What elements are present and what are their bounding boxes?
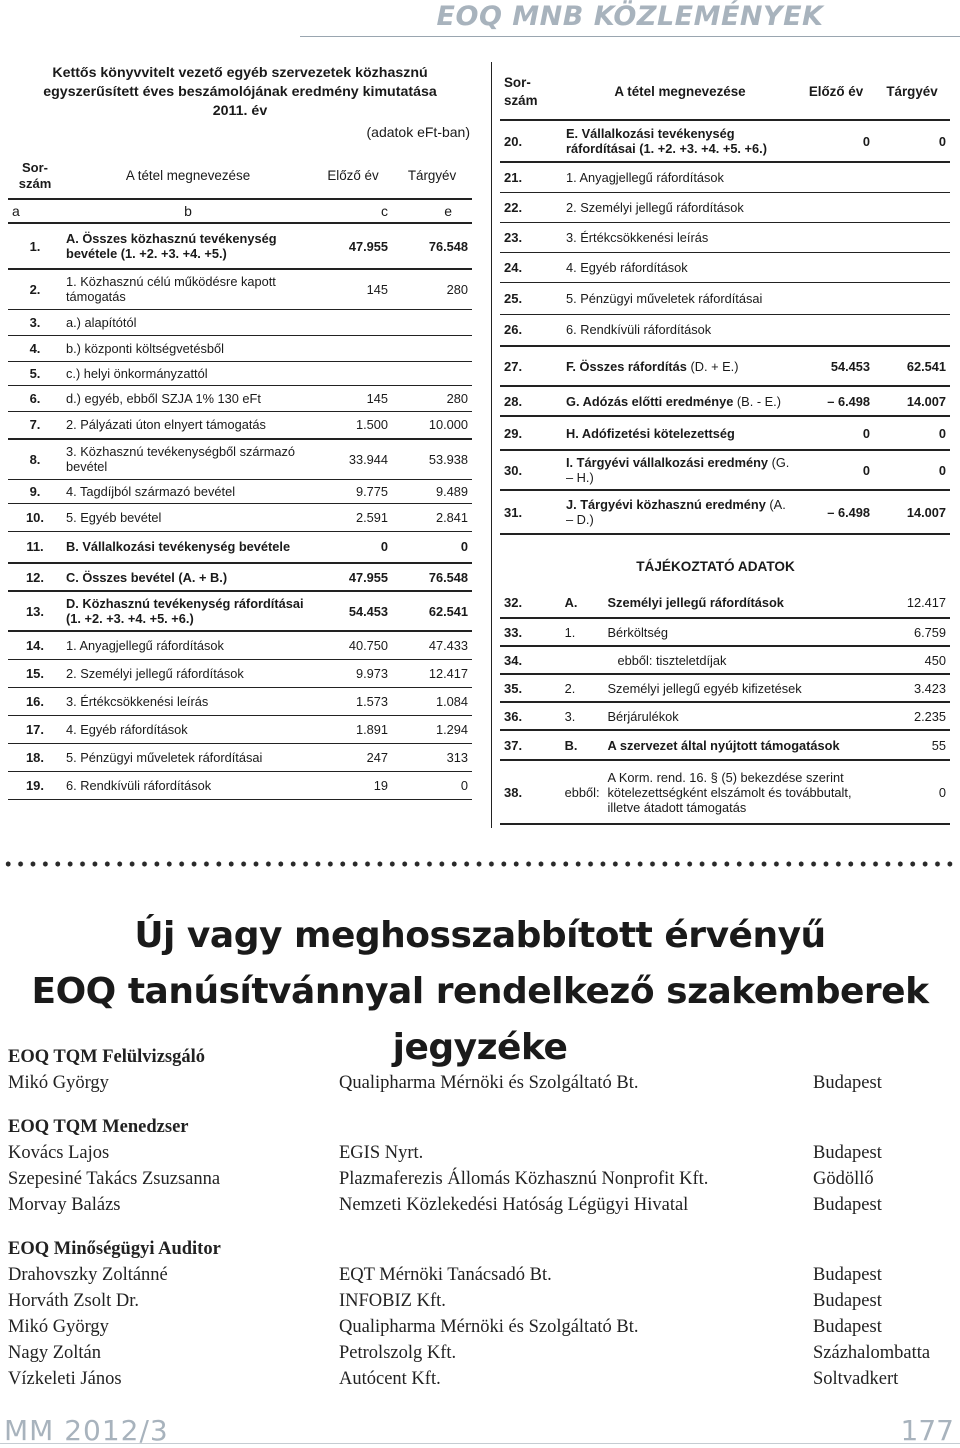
table-row	[8, 715, 472, 743]
group-gap	[8, 1218, 958, 1236]
item-name: Bérjárulékok	[604, 702, 876, 730]
info-section-title: TÁJÉKOZTATÓ ADATOK	[636, 559, 795, 574]
current-year-value: 9.489	[392, 479, 472, 503]
current-year-value: 0	[392, 771, 472, 799]
item-name: B. Vállalkozási tevékenység bevétele	[62, 531, 314, 563]
previous-year-value	[314, 361, 392, 385]
row-number: 15.	[8, 659, 62, 687]
value: 55	[875, 730, 950, 760]
row-number: 16.	[8, 687, 62, 715]
table-row	[8, 411, 472, 439]
row-number: 1.	[8, 223, 62, 269]
row-number: 2.	[8, 269, 62, 309]
table-row	[8, 269, 472, 309]
info-data-table	[500, 588, 950, 825]
previous-year-value: 9.973	[314, 659, 392, 687]
value: 3.423	[875, 674, 950, 702]
current-year-value: 0	[392, 531, 472, 563]
previous-year-value: – 6.498	[798, 386, 874, 416]
header-current-year: Tárgyév	[874, 64, 950, 120]
letter-b: b	[62, 199, 314, 223]
previous-year-value: 9.775	[314, 479, 392, 503]
row-number: 27.	[500, 346, 562, 386]
row-number: 9.	[8, 479, 62, 503]
row-number: 4.	[8, 335, 62, 361]
item-name: 2. Személyi jellegű ráfordítások	[562, 192, 798, 222]
previous-year-value: 54.453	[314, 591, 392, 631]
table-row	[8, 631, 472, 659]
header-previous-year: Előző év	[798, 64, 874, 120]
table-row	[8, 743, 472, 771]
certification-group-title: EOQ TQM Menedzser	[8, 1117, 189, 1137]
item-marker: A.	[561, 588, 604, 618]
previous-year-value: 2.591	[314, 503, 392, 531]
item-name: 6. Rendkívüli ráfordítások	[62, 771, 314, 799]
expert-city: Soltvadkert	[813, 1369, 899, 1389]
table-row	[500, 386, 950, 416]
row-number: 6.	[8, 385, 62, 411]
expert-city: Budapest	[813, 1317, 882, 1337]
table-row	[500, 730, 950, 760]
current-year-value: 0	[874, 450, 950, 490]
table-row	[8, 479, 472, 503]
row-number: 13.	[8, 591, 62, 631]
current-year-value: 62.541	[392, 591, 472, 631]
current-year-value	[874, 162, 950, 192]
left-table-title: Kettős könyvvitelt vezető egyéb szervezetek közhasznú egyszerűsített éves beszámolójának eredmény kimutatása 2011. év	[43, 65, 437, 119]
expert-city: Százhalombatta	[813, 1343, 931, 1363]
expert-row	[8, 1192, 958, 1218]
item-name	[562, 386, 798, 416]
current-year-value	[874, 192, 950, 222]
item-name-bold: J. Tárgyévi közhasznú eredmény	[566, 497, 766, 512]
item-name-formula: (A. – D.)	[566, 497, 786, 527]
item-name-bold: H. Adófizetési kötelezettség	[566, 425, 735, 441]
current-year-value: 280	[392, 269, 472, 309]
expert-city: Budapest	[813, 1073, 882, 1093]
header-previous-year: Előző év	[314, 153, 392, 199]
expert-row	[8, 1070, 958, 1096]
previous-year-value	[798, 222, 874, 252]
previous-year-value	[798, 162, 874, 192]
current-year-value: 12.417	[392, 659, 472, 687]
previous-year-value: 1.891	[314, 715, 392, 743]
item-marker: 1.	[561, 618, 604, 646]
current-year-value: 1.084	[392, 687, 472, 715]
current-year-value: 14.007	[874, 386, 950, 416]
row-number: 35.	[500, 674, 561, 702]
table-row	[500, 192, 950, 222]
header-current-year: Tárgyév	[392, 153, 472, 199]
table-row	[500, 416, 950, 450]
item-name: C. Összes bevétel (A. + B.)	[62, 563, 314, 591]
current-year-value: 0	[874, 416, 950, 450]
expert-organization: EQT Mérnöki Tanácsadó Bt.	[339, 1265, 552, 1285]
expert-name: Vízkeleti János	[8, 1369, 122, 1389]
previous-year-value: 145	[314, 269, 392, 309]
item-name: a.) alapítótól	[62, 309, 314, 335]
row-number: 22.	[500, 192, 562, 222]
row-number: 12.	[8, 563, 62, 591]
article-title: Új vagy meghosszabbított érvényű EOQ tanúsítvánnyal rendelkező szakemberek jegyzéke	[31, 915, 929, 1068]
current-year-value: 0	[874, 120, 950, 162]
table-row	[8, 439, 472, 479]
item-name: b.) központi költségvetésből	[62, 335, 314, 361]
value: 0	[875, 760, 950, 824]
row-number: 5.	[8, 361, 62, 385]
current-year-value: 76.548	[392, 563, 472, 591]
current-year-value: 47.433	[392, 631, 472, 659]
row-number: 37.	[500, 730, 561, 760]
row-number: 34.	[500, 646, 561, 674]
expert-organization: INFOBIZ Kft.	[339, 1291, 446, 1311]
previous-year-value	[798, 314, 874, 346]
expert-row	[8, 1366, 958, 1392]
dotted-separator	[2, 860, 958, 868]
table-row	[500, 346, 950, 386]
row-number: 29.	[500, 416, 562, 450]
current-year-value: 313	[392, 743, 472, 771]
expert-name: Drahovszky Zoltánné	[8, 1265, 168, 1285]
item-name-formula: (B. - E.)	[733, 393, 781, 409]
table-row	[500, 618, 950, 646]
expert-city: Gödöllő	[813, 1169, 874, 1189]
table-row	[8, 687, 472, 715]
expert-name: Morvay Balázs	[8, 1195, 121, 1215]
item-name	[562, 450, 798, 490]
current-year-value	[392, 335, 472, 361]
item-name: 4. Egyéb ráfordítások	[562, 252, 798, 282]
item-name: 3. Értékcsökkenési leírás	[62, 687, 314, 715]
previous-year-value: 47.955	[314, 563, 392, 591]
table-row	[8, 223, 472, 269]
current-year-value: 53.938	[392, 439, 472, 479]
row-number: 24.	[500, 252, 562, 282]
expert-city: Budapest	[813, 1195, 882, 1215]
value: 12.417	[875, 588, 950, 618]
row-number: 23.	[500, 222, 562, 252]
current-year-value: 10.000	[392, 411, 472, 439]
current-year-value	[874, 282, 950, 314]
previous-year-value: 1.573	[314, 687, 392, 715]
item-name: E. Vállalkozási tevékenység ráfordításai (1. +2. +3. +4. +5. +6.)	[562, 120, 798, 162]
table-row	[500, 162, 950, 192]
expert-city: Budapest	[813, 1265, 882, 1285]
expert-organization: Petrolszolg Kft.	[339, 1343, 457, 1363]
footer-rule	[0, 1443, 960, 1444]
item-name: 5. Pénzügyi műveletek ráfordításai	[562, 282, 798, 314]
letter-a: a	[8, 199, 62, 223]
certification-group-title: EOQ TQM Felülvizsgáló	[8, 1047, 205, 1067]
previous-year-value: 47.955	[314, 223, 392, 269]
table-row	[8, 531, 472, 563]
previous-year-value: 247	[314, 743, 392, 771]
table-row	[8, 385, 472, 411]
table-row	[8, 335, 472, 361]
current-year-value: 2.841	[392, 503, 472, 531]
item-name: 5. Egyéb bevétel	[62, 503, 314, 531]
item-name-bold: G. Adózás előtti eredménye	[566, 393, 734, 409]
item-marker: B.	[561, 730, 604, 760]
row-number: 20.	[500, 120, 562, 162]
item-name: 6. Rendkívüli ráfordítások	[562, 314, 798, 346]
table-row	[500, 282, 950, 314]
table-row	[500, 222, 950, 252]
item-name: Bérköltség	[604, 618, 876, 646]
expert-organization: EGIS Nyrt.	[339, 1143, 424, 1163]
row-number: 28.	[500, 386, 562, 416]
table-row	[500, 120, 950, 162]
expert-city: Budapest	[813, 1143, 882, 1163]
previous-year-value: 0	[798, 450, 874, 490]
item-marker	[561, 646, 604, 674]
previous-year-value: 0	[798, 416, 874, 450]
current-year-value	[874, 252, 950, 282]
expert-row	[8, 1288, 958, 1314]
item-name: Személyi jellegű ráfordítások	[604, 588, 876, 618]
table-row	[500, 646, 950, 674]
table-row	[8, 563, 472, 591]
item-name: ebből: tiszteletdíjak	[604, 646, 876, 674]
previous-year-value: 19	[314, 771, 392, 799]
expert-organization: Qualipharma Mérnöki és Szolgáltató Bt.	[339, 1317, 639, 1337]
column-divider	[491, 62, 492, 828]
expert-name: Horváth Zsolt Dr.	[8, 1291, 140, 1311]
previous-year-value: 40.750	[314, 631, 392, 659]
letter-e: e	[392, 199, 472, 223]
item-name: A Korm. rend. 16. § (5) bekezdése szerint kötelezettségként elszámolt és továbbutalt, illetve átadott támogatás	[604, 760, 876, 824]
item-name: 2. Pályázati úton elnyert támogatás	[62, 411, 314, 439]
current-year-value	[392, 309, 472, 335]
table-row	[500, 760, 950, 824]
item-name: 4. Tagdíjból származó bevétel	[62, 479, 314, 503]
header-item-name: A tétel megnevezése	[62, 153, 314, 199]
row-number: 21.	[500, 162, 562, 192]
item-name: 1. Közhasznú célú működésre kapott támogatás	[62, 269, 314, 309]
row-number: 19.	[8, 771, 62, 799]
item-name: A. Összes közhasznú tevékenység bevétele (1. +2. +3. +4. +5.)	[62, 223, 314, 269]
table-row	[500, 314, 950, 346]
item-name	[562, 490, 798, 534]
issue-label: MM 2012/3	[4, 1414, 169, 1447]
item-name: 5. Pénzügyi műveletek ráfordításai	[62, 743, 314, 771]
row-number: 18.	[8, 743, 62, 771]
row-number: 10.	[8, 503, 62, 531]
units-note: (adatok eFt-ban)	[366, 124, 470, 140]
previous-year-value: 145	[314, 385, 392, 411]
current-year-value: 14.007	[874, 490, 950, 534]
table-row	[8, 771, 472, 799]
item-marker: 3.	[561, 702, 604, 730]
value: 2.235	[875, 702, 950, 730]
income-statement-table-left	[8, 153, 472, 800]
table-row	[500, 450, 950, 490]
expert-list	[8, 1044, 958, 1392]
row-number: 33.	[500, 618, 561, 646]
current-year-value	[874, 314, 950, 346]
previous-year-value	[798, 282, 874, 314]
letter-c: c	[314, 199, 392, 223]
page-number: 177	[900, 1414, 954, 1447]
item-name: 4. Egyéb ráfordítások	[62, 715, 314, 743]
row-number: 14.	[8, 631, 62, 659]
item-name: 1. Anyagjellegű ráfordítások	[562, 162, 798, 192]
previous-year-value	[798, 252, 874, 282]
row-number: 32.	[500, 588, 561, 618]
table-row	[8, 659, 472, 687]
previous-year-value: 54.453	[798, 346, 874, 386]
item-name-bold: I. Tárgyévi vállalkozási eredmény	[566, 455, 769, 470]
current-year-value: 1.294	[392, 715, 472, 743]
item-marker: ebből:	[561, 760, 604, 824]
table-row	[500, 674, 950, 702]
row-number: 30.	[500, 450, 562, 490]
table-row	[500, 702, 950, 730]
expert-organization: Nemzeti Közlekedési Hatóság Légügyi Hivatal	[339, 1195, 689, 1215]
expert-city: Budapest	[813, 1291, 882, 1311]
item-name: A szervezet által nyújtott támogatások	[604, 730, 876, 760]
previous-year-value: – 6.498	[798, 490, 874, 534]
previous-year-value: 0	[798, 120, 874, 162]
item-name: D. Közhasznú tevékenység ráfordításai (1. +2. +3. +4. +5. +6.)	[62, 591, 314, 631]
expert-row	[8, 1140, 958, 1166]
expert-name: Kovács Lajos	[8, 1143, 110, 1163]
header-row-number: Sor- szám	[8, 153, 62, 199]
expert-row	[8, 1340, 958, 1366]
expert-name: Mikó György	[8, 1317, 109, 1337]
expert-name: Mikó György	[8, 1073, 109, 1093]
header-row-number: Sor- szám	[500, 64, 562, 120]
row-number: 31.	[500, 490, 562, 534]
item-name: c.) helyi önkormányzattól	[62, 361, 314, 385]
table-row	[500, 252, 950, 282]
current-year-value	[874, 222, 950, 252]
current-year-value: 280	[392, 385, 472, 411]
item-name: Személyi jellegű egyéb kifizetések	[604, 674, 876, 702]
table-row	[8, 591, 472, 631]
value: 6.759	[875, 618, 950, 646]
row-number: 17.	[8, 715, 62, 743]
previous-year-value	[314, 309, 392, 335]
value: 450	[875, 646, 950, 674]
previous-year-value: 33.944	[314, 439, 392, 479]
current-year-value: 62.541	[874, 346, 950, 386]
income-statement-table-right	[500, 64, 950, 535]
expert-organization: Autócent Kft.	[339, 1369, 441, 1389]
item-name	[562, 346, 798, 386]
expert-organization: Plazmaferezis Állomás Közhasznú Nonprofit Kft.	[339, 1169, 709, 1189]
expert-name: Nagy Zoltán	[8, 1343, 101, 1363]
header-item-name: A tétel megnevezése	[562, 64, 798, 120]
current-year-value	[392, 361, 472, 385]
row-number: 8.	[8, 439, 62, 479]
expert-row	[8, 1262, 958, 1288]
group-gap	[8, 1096, 958, 1114]
table-row	[8, 503, 472, 531]
row-number: 26.	[500, 314, 562, 346]
previous-year-value: 0	[314, 531, 392, 563]
row-number: 7.	[8, 411, 62, 439]
table-row	[500, 588, 950, 618]
row-number: 11.	[8, 531, 62, 563]
expert-organization: Qualipharma Mérnöki és Szolgáltató Bt.	[339, 1073, 639, 1093]
item-name: 3. Közhasznú tevékenységből származó bevétel	[62, 439, 314, 479]
expert-row	[8, 1166, 958, 1192]
current-year-value: 76.548	[392, 223, 472, 269]
row-number: 36.	[500, 702, 561, 730]
expert-name: Szepesiné Takács Zsuzsanna	[8, 1169, 221, 1189]
item-name: d.) egyéb, ebből SZJA 1% 130 eFt	[62, 385, 314, 411]
row-number: 38.	[500, 760, 561, 824]
row-number: 3.	[8, 309, 62, 335]
item-name-bold: F. Összes ráfordítás	[566, 358, 687, 374]
banner-rule	[300, 36, 960, 37]
expert-row	[8, 1314, 958, 1340]
item-name: 2. Személyi jellegű ráfordítások	[62, 659, 314, 687]
previous-year-value: 1.500	[314, 411, 392, 439]
item-marker: 2.	[561, 674, 604, 702]
section-banner: EOQ MNB KÖZLEMÉNYEK	[436, 1, 824, 32]
item-name	[562, 416, 798, 450]
previous-year-value	[798, 192, 874, 222]
table-row	[8, 361, 472, 385]
item-name: 1. Anyagjellegű ráfordítások	[62, 631, 314, 659]
table-row	[8, 309, 472, 335]
item-name: 3. Értékcsökkenési leírás	[562, 222, 798, 252]
row-number: 25.	[500, 282, 562, 314]
previous-year-value	[314, 335, 392, 361]
table-row	[500, 490, 950, 534]
item-name-formula: (D. + E.)	[686, 358, 739, 374]
item-name-formula: (G. – H.)	[566, 455, 790, 485]
certification-group-title: EOQ Minőségügyi Auditor	[8, 1239, 221, 1259]
